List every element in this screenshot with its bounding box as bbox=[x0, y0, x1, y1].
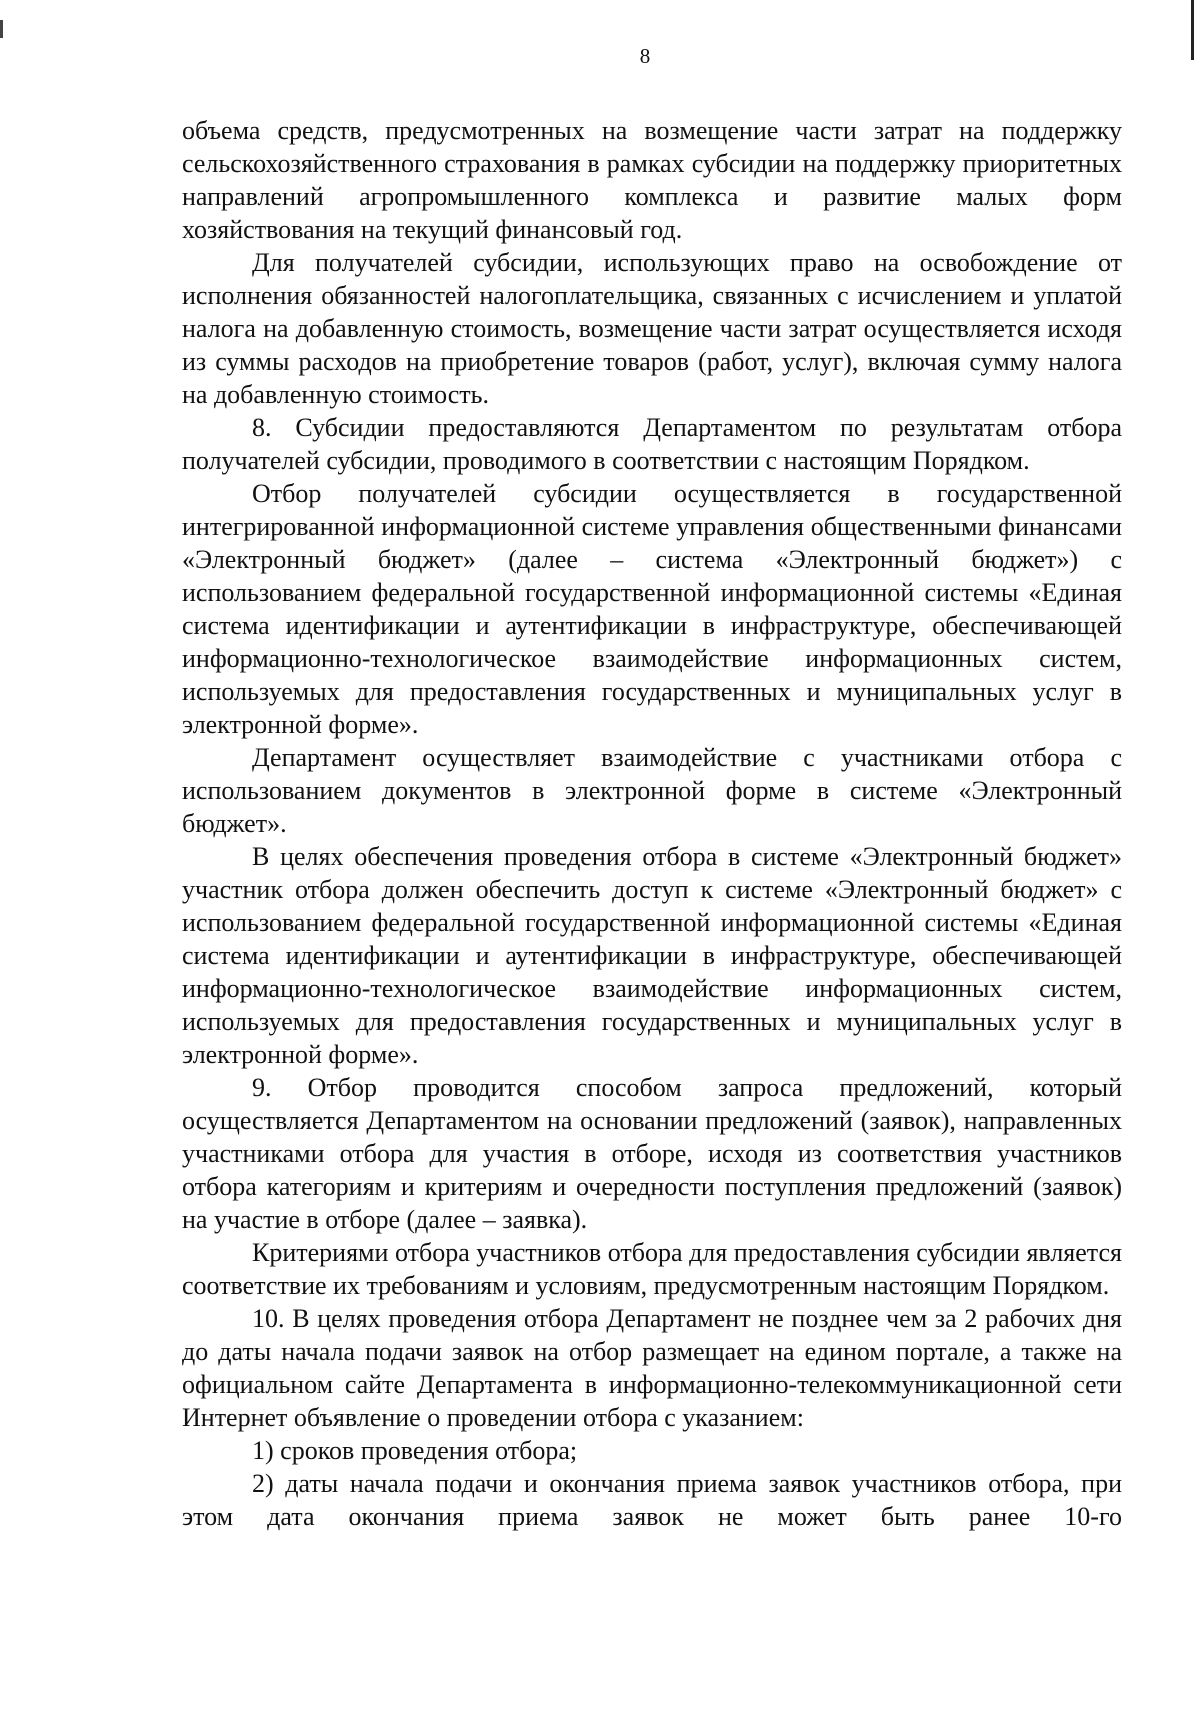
paragraph: 9. Отбор проводится способом запроса предложений, который осуществляется Департаментом на основании предложений (заявок), направленных участниками отбора для участия в отборе, исходя из соответствия участников отбора категориям и критериям и очередности поступления предложений (заявок) на участие в отборе (далее – заявка). bbox=[182, 1073, 1122, 1234]
scan-left-mark bbox=[0, 20, 3, 38]
page-number: 8 bbox=[639, 44, 651, 68]
list-item: 2) даты начала подачи и окончания приема заявок участников отбора, при этом дата окончания приема заявок не может быть ранее 10-го bbox=[182, 1469, 1122, 1531]
paragraph: Департамент осуществляет взаимодействие с участниками отбора с использованием документов в электронной форме в системе «Электронный бюджет». bbox=[182, 743, 1122, 838]
list-item: 1) сроков проведения отбора; bbox=[252, 1436, 578, 1465]
paragraph: Отбор получателей субсидии осуществляется в государственной интегрированной информационной системе управления общественными финансами «Электронный бюджет» (далее – система «Электронный бюджет») с использованием федеральной государственной информационной системы «Единая система идентификации и аутентификации в инфраструктуре, обеспечивающей информационно-технологическое взаимодействие информационных систем, используемых для предоставления государственных и муниципальных услуг в электронной форме». bbox=[182, 479, 1122, 739]
paragraph: Для получателей субсидии, использующих право на освобождение от исполнения обязанностей налогоплательщика, связанных с исчислением и уплатой налога на добавленную стоимость, возмещение части затрат осуществляется исходя из суммы расходов на приобретение товаров (работ, услуг), включая сумму налога на добавленную стоимость. bbox=[182, 248, 1122, 409]
paragraph: 8. Субсидии предоставляются Департаментом по результатам отбора получателей субсидии, проводимого в соответствии с настоящим Порядком. bbox=[182, 413, 1122, 475]
paragraph: Критериями отбора участников отбора для предоставления субсидии является соответствие их требованиям и условиям, предусмотренным настоящим Порядком. bbox=[182, 1238, 1122, 1300]
paragraph: объема средств, предусмотренных на возмещение части затрат на поддержку сельскохозяйственного страхования в рамках субсидии на поддержку приоритетных направлений агропромышленного комплекса и развитие малых форм хозяйствования на текущий финансовый год. bbox=[182, 116, 1122, 244]
paragraph: В целях обеспечения проведения отбора в системе «Электронный бюджет» участник отбора должен обеспечить доступ к системе «Электронный бюджет» с использованием федеральной государственной информационной системы «Единая система идентификации и аутентификации в инфраструктуре, обеспечивающей информационно-технологическое взаимодействие информационных систем, используемых для предоставления государственных и муниципальных услуг в электронной форме». bbox=[182, 842, 1122, 1069]
document-body bbox=[182, 114, 1122, 1533]
paragraph: 10. В целях проведения отбора Департамент не позднее чем за 2 рабочих дня до даты начала подачи заявок на отбор размещает на едином портале, а также на официальном сайте Департамента в информационно-телекоммуникационной сети Интернет объявление о проведении отбора с указанием: bbox=[182, 1304, 1122, 1432]
